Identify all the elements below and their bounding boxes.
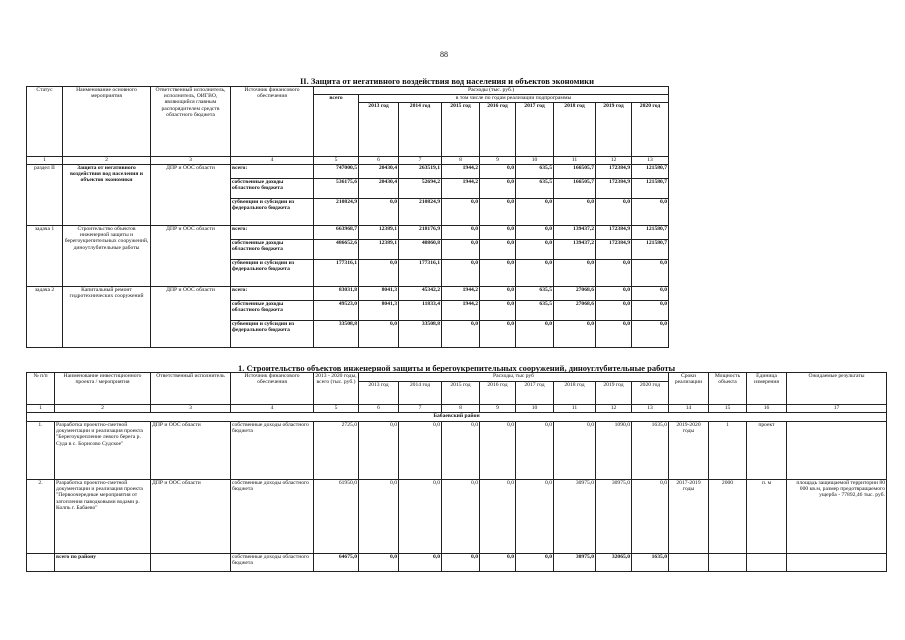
value-cell: 172384,9 <box>596 240 632 260</box>
value-cell: 0,0 <box>480 287 516 301</box>
year-header: 2015 год <box>442 382 480 405</box>
source-header: Источник финансового обеспечения <box>231 87 314 157</box>
value-cell: 11833,4 <box>399 301 442 321</box>
column-number: 13 <box>632 157 669 165</box>
status-header: Статус <box>27 87 63 157</box>
value-cell: 218176,9 <box>399 226 442 240</box>
value-cell: 0,0 <box>596 321 632 348</box>
value-cell: 0,0 <box>359 480 399 554</box>
projects-table <box>26 372 887 572</box>
value-cell: 0,0 <box>480 554 516 572</box>
value-cell: 210824,9 <box>314 199 359 226</box>
activity-name-cell: Защита от негативного воздействия вод населения и объектов экономики <box>63 165 151 226</box>
value-cell: 52694,2 <box>399 179 442 199</box>
value-cell: 0,0 <box>480 480 516 554</box>
result-cell <box>787 554 887 572</box>
result-cell <box>787 422 887 480</box>
year-header: 2017 год <box>516 382 554 405</box>
responsible-cell: ДПР и ООС области <box>151 480 231 554</box>
column-number: 3 <box>151 157 231 165</box>
column-number: 7 <box>399 405 442 413</box>
source-cell: субвенции и субсидии из федерального бюджета <box>231 321 314 348</box>
column-number: 1 <box>27 157 63 165</box>
row-number-cell: 2. <box>27 480 55 554</box>
year-header: 2014 год <box>399 382 442 405</box>
value-cell: 486652,6 <box>314 240 359 260</box>
value-cell: 139437,2 <box>554 226 596 240</box>
total-label-cell: всего по району <box>55 554 151 572</box>
terms-cell <box>669 554 709 572</box>
column-number: 8 <box>442 157 480 165</box>
funding-summary-table <box>26 86 669 348</box>
activity-name-cell: Капитальный ремонт гидротехнических сооружений <box>63 287 151 348</box>
status-cell: раздел II <box>27 165 63 226</box>
column-number: 5 <box>314 157 359 165</box>
unit-cell: п. м <box>747 480 787 554</box>
source-cell: субвенции и субсидии из федерального бюджета <box>231 199 314 226</box>
value-cell: 0,0 <box>480 165 516 179</box>
column-number: 14 <box>669 405 709 413</box>
value-cell: 0,0 <box>516 422 554 480</box>
status-cell: задача 1 <box>27 226 63 287</box>
value-cell: 0,0 <box>516 480 554 554</box>
value-cell: 0,0 <box>632 199 669 226</box>
source-cell: всего: <box>231 165 314 179</box>
value-cell: 30975,0 <box>554 554 596 572</box>
unit-cell <box>747 554 787 572</box>
value-cell: 1635,0 <box>632 422 669 480</box>
responsible-cell <box>151 554 231 572</box>
no-header: № п/п <box>27 373 55 405</box>
responsible-cell: ДПР и ООС области <box>151 226 231 287</box>
value-cell: 0,0 <box>480 260 516 287</box>
value-cell: 49523,0 <box>314 301 359 321</box>
value-cell: 0,0 <box>480 240 516 260</box>
value-cell: 64675,0 <box>314 554 359 572</box>
table-row <box>27 480 887 554</box>
value-cell: 663968,7 <box>314 226 359 240</box>
value-cell: 0,0 <box>442 260 480 287</box>
source-cell: всего: <box>231 287 314 301</box>
value-cell: 0,0 <box>516 260 554 287</box>
capacity-header: Мощность объекта <box>709 373 747 405</box>
value-cell: 1635,0 <box>632 554 669 572</box>
value-cell: 0,0 <box>596 199 632 226</box>
column-number: 13 <box>632 405 669 413</box>
row-number-cell <box>27 554 55 572</box>
capacity-cell <box>709 554 747 572</box>
period-total-header: 2013 - 2020 годы, всего (тыс. руб.) <box>314 373 359 405</box>
year-header: 2016 год <box>480 382 516 405</box>
value-cell: 0,0 <box>442 321 480 348</box>
value-cell: 33508,8 <box>399 321 442 348</box>
value-cell: 0,0 <box>359 321 399 348</box>
value-cell: 0,0 <box>442 480 480 554</box>
column-number: 8 <box>442 405 480 413</box>
column-number: 12 <box>596 405 632 413</box>
value-cell: 0,0 <box>516 554 554 572</box>
year-header: 2014 год <box>399 103 442 157</box>
year-header: 2020 год <box>632 103 669 157</box>
value-cell: 0,0 <box>516 226 554 240</box>
column-number: 2 <box>55 405 151 413</box>
source-cell: собственные доходы областного бюджета <box>231 240 314 260</box>
value-cell: 1090,0 <box>596 422 632 480</box>
value-cell: 263519,1 <box>399 165 442 179</box>
by-year-header: в том числе по годам реализации подпрограммы <box>359 95 669 103</box>
district-row: Бабаевский район <box>27 413 887 422</box>
source-cell: собственные доходы областного бюджета <box>231 480 314 554</box>
value-cell: 536175,6 <box>314 179 359 199</box>
value-cell: 0,0 <box>632 301 669 321</box>
year-header: 2013 год <box>359 103 399 157</box>
value-cell: 0,0 <box>480 301 516 321</box>
project-name-header: Наименование инвестиционного проекта / мероприятия <box>55 373 151 405</box>
value-cell: 121580,7 <box>632 165 669 179</box>
responsible-cell: ДПР и ООС области <box>151 287 231 348</box>
year-header: 2017 год <box>516 103 554 157</box>
column-number: 5 <box>314 405 359 413</box>
value-cell: 0,0 <box>359 554 399 572</box>
value-cell: 30975,0 <box>596 480 632 554</box>
value-cell: 27068,6 <box>554 301 596 321</box>
responsible-cell: ДПР и ООС области <box>151 422 231 480</box>
value-cell: 33508,8 <box>314 321 359 348</box>
value-cell: 0,0 <box>632 321 669 348</box>
column-number: 17 <box>787 405 887 413</box>
column-number: 10 <box>516 405 554 413</box>
value-cell: 0,0 <box>516 199 554 226</box>
name-header: Наименование основного мероприятия <box>63 87 151 157</box>
value-cell: 0,0 <box>359 199 399 226</box>
year-header: 2018 год <box>554 382 596 405</box>
value-cell: 121580,7 <box>632 240 669 260</box>
table-row <box>27 165 669 179</box>
section2-title: 1. Строительство объектов инженерной защиты и берегоукрепительных сооружений, диноуглубительные работы <box>238 363 676 373</box>
expected-results-header: Ожидаемые результаты <box>787 373 887 405</box>
year-header: 2016 год <box>480 103 516 157</box>
value-cell: 0,0 <box>516 321 554 348</box>
value-cell: 0,0 <box>442 240 480 260</box>
value-cell: 45342,2 <box>399 287 442 301</box>
source-cell: собственные доходы областного бюджета <box>231 301 314 321</box>
table-row <box>27 422 887 480</box>
section-title: II. Защита от негативного воздействия вод населения и объектов экономики <box>300 76 595 86</box>
value-cell: 635,5 <box>516 287 554 301</box>
table-row <box>27 287 669 301</box>
year-header: 2020 год <box>632 382 669 405</box>
value-cell: 0,0 <box>399 480 442 554</box>
year-header: 2019 год <box>596 103 632 157</box>
column-number: 12 <box>596 157 632 165</box>
value-cell: 139437,2 <box>554 240 596 260</box>
value-cell: 166505,7 <box>554 179 596 199</box>
expenses-header: Расходы (тыс. руб.) <box>314 87 669 95</box>
source-cell: всего: <box>231 226 314 240</box>
value-cell: 0,0 <box>480 226 516 240</box>
value-cell: 30975,0 <box>554 480 596 554</box>
value-cell: 0,0 <box>554 260 596 287</box>
terms-cell: 2017-2019 годы <box>669 480 709 554</box>
value-cell: 0,0 <box>554 422 596 480</box>
value-cell: 121580,7 <box>632 179 669 199</box>
activity-name-cell: Строительство объектов инженерной защиты и берегоукрепительных сооружений, диноутлубительные работы <box>63 226 151 287</box>
column-number: 2 <box>63 157 151 165</box>
value-cell: 0,0 <box>480 199 516 226</box>
column-number: 4 <box>231 405 314 413</box>
column-number: 10 <box>516 157 554 165</box>
column-number: 1 <box>27 405 55 413</box>
source-cell: субвенции и субсидии из федерального бюджета <box>231 260 314 287</box>
value-cell: 0,0 <box>596 260 632 287</box>
value-cell: 0,0 <box>399 422 442 480</box>
column-number: 9 <box>480 157 516 165</box>
value-cell: 61950,0 <box>314 480 359 554</box>
value-cell: 0,0 <box>442 422 480 480</box>
status-cell: задача 2 <box>27 287 63 348</box>
value-cell: 166505,7 <box>554 165 596 179</box>
value-cell: 0,0 <box>442 554 480 572</box>
source-cell: собственные доходы областного бюджета <box>231 554 314 572</box>
terms-cell: 2019-2020 годы <box>669 422 709 480</box>
value-cell: 0,0 <box>359 422 399 480</box>
column-number: 11 <box>554 405 596 413</box>
source-header: Источник финансового обеспечения <box>231 373 314 405</box>
source-cell: собственные доходы областного бюджета <box>231 179 314 199</box>
value-cell: 2725,0 <box>314 422 359 480</box>
value-cell: 83031,8 <box>314 287 359 301</box>
value-cell: 172384,9 <box>596 179 632 199</box>
project-name-cell: Разработка проектно-сметной документации и реализация проекта "Первоочередные мероприятия от затопления паводковыми водами р. Колпь г. Бабаево" <box>55 480 151 554</box>
responsible-header: Ответственный исполнитель, исполнитель, ОИГВО, являющийся главным распорядителем средств областного бюджета <box>151 87 231 157</box>
source-cell: собственные доходы областного бюджета <box>231 422 314 480</box>
responsible-header: Ответственный исполнитель <box>151 373 231 405</box>
value-cell: 0,0 <box>399 554 442 572</box>
value-cell: 12389,1 <box>359 240 399 260</box>
column-number: 6 <box>359 157 399 165</box>
value-cell: 0,0 <box>554 199 596 226</box>
value-cell: 1944,2 <box>442 179 480 199</box>
column-number: 16 <box>747 405 787 413</box>
value-cell: 1944,2 <box>442 165 480 179</box>
value-cell: 635,5 <box>516 165 554 179</box>
value-cell: 1944,2 <box>442 301 480 321</box>
value-cell: 0,0 <box>596 301 632 321</box>
value-cell: 747000,5 <box>314 165 359 179</box>
value-cell: 0,0 <box>442 226 480 240</box>
value-cell: 0,0 <box>632 480 669 554</box>
result-cell: площадь защищаемой территории 80 000 кв.м, размер предотвращаемого ущерба - 77892,46 тыс. руб. <box>787 480 887 554</box>
year-header: 2013 год <box>359 382 399 405</box>
terms-header: Сроки реализации <box>669 373 709 405</box>
value-cell: 0,0 <box>554 321 596 348</box>
value-cell: 40860,8 <box>399 240 442 260</box>
year-header: 2019 год <box>596 382 632 405</box>
value-cell: 635,5 <box>516 179 554 199</box>
value-cell: 0,0 <box>480 179 516 199</box>
value-cell: 0,0 <box>442 199 480 226</box>
value-cell: 635,5 <box>516 301 554 321</box>
value-cell: 0,0 <box>359 260 399 287</box>
column-number: 11 <box>554 157 596 165</box>
expenses-header: Расходы, тыс руб <box>359 373 669 382</box>
page-number: 88 <box>440 50 448 59</box>
value-cell: 8041,3 <box>359 301 399 321</box>
value-cell: 27068,6 <box>554 287 596 301</box>
value-cell: 0,0 <box>632 260 669 287</box>
year-header: 2015 год <box>442 103 480 157</box>
column-number: 4 <box>231 157 314 165</box>
year-header: 2018 год <box>554 103 596 157</box>
column-number: 3 <box>151 405 231 413</box>
unit-cell: проект <box>747 422 787 480</box>
total-row <box>27 554 887 572</box>
total-header: всего <box>314 95 359 157</box>
value-cell: 0,0 <box>480 321 516 348</box>
column-number: 9 <box>480 405 516 413</box>
column-number: 15 <box>709 405 747 413</box>
column-number: 7 <box>399 157 442 165</box>
value-cell: 8041,3 <box>359 287 399 301</box>
capacity-cell: 2000 <box>709 480 747 554</box>
value-cell: 121580,7 <box>632 226 669 240</box>
responsible-cell: ДПР и ООС области <box>151 165 231 226</box>
value-cell: 210824,9 <box>399 199 442 226</box>
project-name-cell: Разработка проектно-сметной документации и реализация проекта "Берегоукрепление левого берега р. Суда в с. Борисово Судское" <box>55 422 151 480</box>
value-cell: 0,0 <box>596 287 632 301</box>
value-cell: 177316,1 <box>314 260 359 287</box>
value-cell: 172384,9 <box>596 226 632 240</box>
value-cell: 12389,1 <box>359 226 399 240</box>
value-cell: 177316,1 <box>399 260 442 287</box>
value-cell: 0,0 <box>632 287 669 301</box>
row-number-cell: 1. <box>27 422 55 480</box>
value-cell: 32065,0 <box>596 554 632 572</box>
unit-header: Единица измерения <box>747 373 787 405</box>
value-cell: 172384,9 <box>596 165 632 179</box>
value-cell: 20430,4 <box>359 179 399 199</box>
table-row <box>27 226 669 240</box>
capacity-cell: 1 <box>709 422 747 480</box>
value-cell: 1944,2 <box>442 287 480 301</box>
value-cell: 0,0 <box>516 240 554 260</box>
column-number: 6 <box>359 405 399 413</box>
value-cell: 0,0 <box>480 422 516 480</box>
value-cell: 20430,4 <box>359 165 399 179</box>
